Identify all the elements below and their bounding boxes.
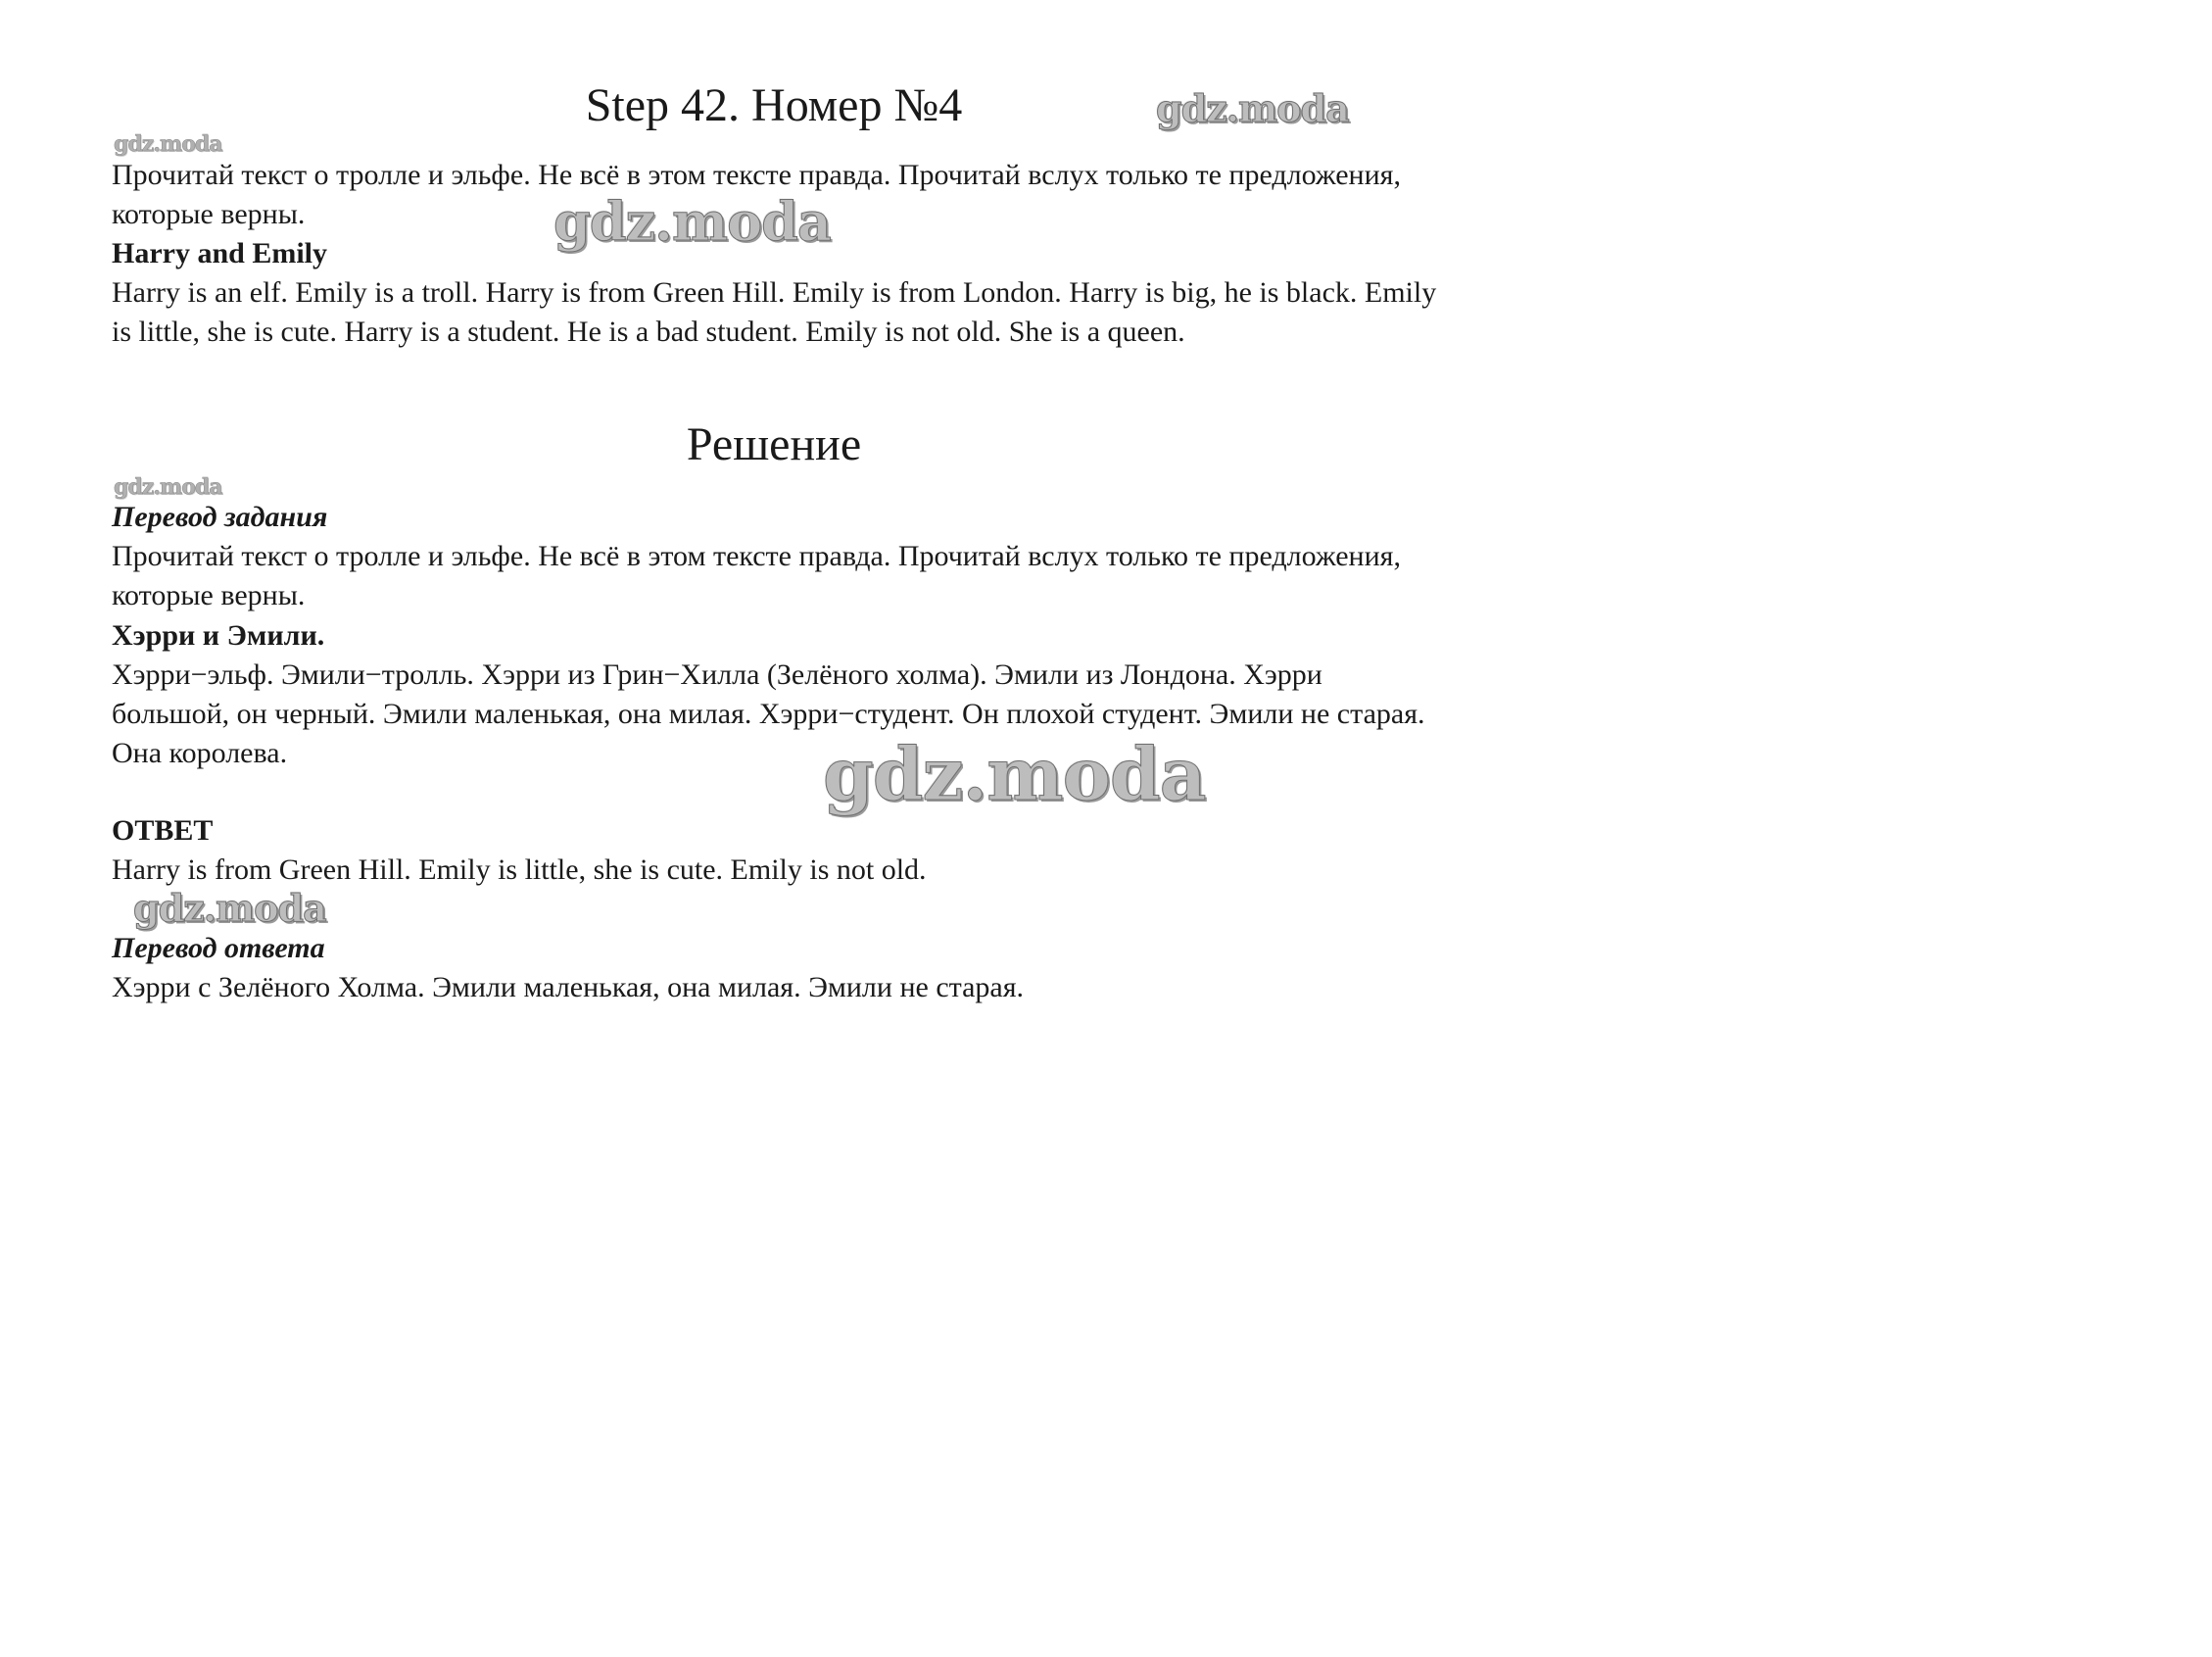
- watermark-small-solution: gdz.moda: [114, 474, 222, 500]
- answer-text: Harry is from Green Hill. Emily is little, she is cute. Emily is not old.: [112, 853, 927, 886]
- solution-heading: Решение: [686, 418, 862, 470]
- watermark-inline-task: gdz.moda: [553, 190, 831, 253]
- answer-translation-text: Хэрри с Зелёного Холма. Эмили маленькая, она милая. Эмили не старая.: [112, 971, 1025, 1003]
- answer-translation-heading: Перевод ответа: [112, 932, 325, 964]
- translation-story-title: Хэрри и Эмили.: [112, 619, 325, 652]
- story-title: Harry and Emily: [112, 237, 328, 269]
- task-instruction: Прочитай текст о тролле и эльфе. Не всё в этом тексте правда. Прочитай вслух только те предложения, которые верны.: [112, 159, 1401, 230]
- page-title: Step 42. Номер №4: [585, 79, 963, 131]
- watermark-answer: gdz.moda: [133, 886, 326, 930]
- story-text: Harry is an elf. Emily is a troll. Harry is from Green Hill. Emily is from London. Harry is big, he is black. Emily is little, she is cute. Harry is a student. He is a bad student. Emily is not old. She is a queen.: [112, 276, 1437, 348]
- translation-instruction: Прочитай текст о тролле и эльфе. Не всё в этом тексте правда. Прочитай вслух только те предложения, которые верны.: [112, 540, 1401, 611]
- document-page: [0, 0, 1516, 1135]
- watermark-small-top: gdz.moda: [114, 131, 222, 157]
- watermark-large-translation: gdz.moda: [823, 733, 1206, 817]
- answer-heading: ОТВЕТ: [112, 814, 214, 847]
- translation-heading: Перевод задания: [112, 501, 328, 533]
- watermark-header: gdz.moda: [1156, 86, 1349, 130]
- translation-story-text: Хэрри−эльф. Эмили−тролль. Хэрри из Грин−Хилла (Зелёного холма). Эмили из Лондона. Хэрри большой, он черный. Эмили маленькая, она милая. Хэрри−студент. Он плохой студент. Эмили не старая. Она королева.: [112, 658, 1425, 769]
